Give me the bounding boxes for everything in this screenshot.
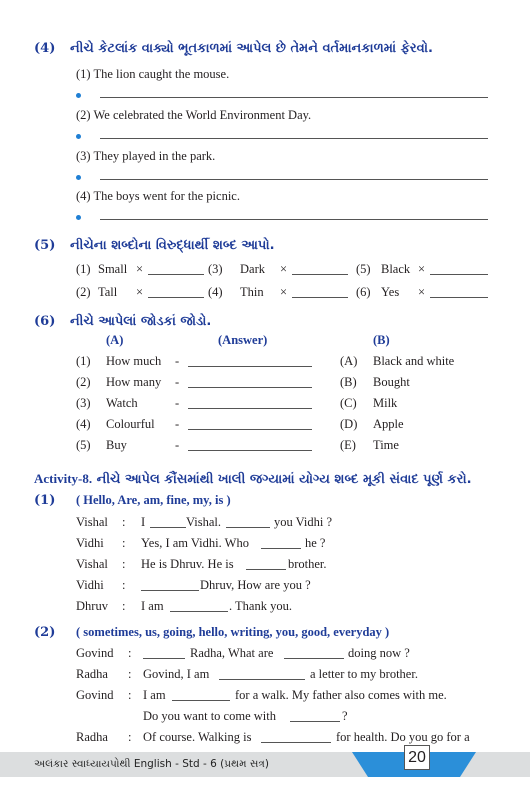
q5-title: નીચેના શબ્દોના વિરુદ્ધાર્થી શબ્દ આપો. [70,238,275,253]
row-dash: - [175,396,180,410]
line-text: doing now ? [348,646,410,660]
line-text: he ? [305,536,326,550]
line-text: Govind, I am [143,667,210,681]
answer-line[interactable] [430,297,488,298]
row-num: (4) [76,417,91,431]
answer-line[interactable] [292,297,348,298]
speaker: Vishal [76,557,108,571]
speaker: Vishal [76,515,108,529]
row-a: Colourful [106,417,155,431]
blank-line[interactable] [284,658,344,659]
row-b: Time [373,438,399,452]
colon: : [122,578,126,592]
line-text: you Vidhi ? [274,515,333,529]
line-text: Radha, What are [190,646,274,660]
blank-line[interactable] [261,742,331,743]
q5-num: (3) [208,262,223,276]
row-num: (3) [76,396,91,410]
q4-item-2: (2) We celebrated the World Environment Day. [76,108,312,122]
q5-num: (6) [356,285,371,299]
answer-line[interactable] [100,219,488,220]
colon: : [128,667,132,681]
blank-line[interactable] [226,527,270,528]
cross-icon: × [418,285,426,299]
q5-num: (5) [356,262,371,276]
colon: : [128,688,132,702]
answer-line[interactable] [188,408,312,409]
colon: : [122,515,126,529]
bullet-icon [76,93,81,98]
line-text: for a walk. My father also comes with me. [235,688,447,702]
q4-item-3: (3) They played in the park. [76,149,216,163]
row-num: (1) [76,354,91,368]
col-b-header: (B) [373,333,390,347]
activity-heading [34,468,472,487]
row-b-num: (C) [340,396,357,410]
row-a: How many [106,375,162,389]
blank-line[interactable] [246,569,286,570]
row-b: Milk [373,396,398,410]
blank-line[interactable] [170,611,228,612]
bullet-icon [76,134,81,139]
q6-number: (6) [34,314,56,329]
col-answer-header: (Answer) [218,333,268,347]
row-b-num: (B) [340,375,357,389]
cross-icon: × [136,285,144,299]
blank-line[interactable] [261,548,301,549]
q5-num: (4) [208,285,223,299]
row-a: Buy [106,438,127,452]
row-b: Apple [373,417,404,431]
blank-line[interactable] [141,590,199,591]
line-text: brother. [288,557,327,571]
blank-line[interactable] [290,721,340,722]
q5-word: Tall [98,285,118,299]
speaker: Vidhi [76,578,104,592]
cross-icon: × [418,262,426,276]
line-text: Yes, I am Vidhi. Who [141,536,249,550]
q5-number: (5) [34,238,56,253]
row-a: Watch [106,396,138,410]
colon: : [128,646,132,660]
cross-icon: × [280,262,288,276]
q4-item-1: (1) The lion caught the mouse. [76,67,230,81]
answer-line[interactable] [188,366,312,367]
row-b-num: (E) [340,438,356,452]
q5-word: Dark [240,262,265,276]
row-dash: - [175,354,180,368]
answer-line[interactable] [292,274,348,275]
answer-line[interactable] [100,179,488,180]
d2-word-list: ( sometimes, us, going, hello, writing, you, good, everyday ) [76,625,390,639]
line-text: Dhruv, How are you ? [200,578,311,592]
cross-icon: × [136,262,144,276]
activity-title: નીચે આપેલ કૌંસમાંથી ખાલી જગ્યામાં યોગ્ય શબ્દ મૂકી સંવાદ પૂર્ણ કરો. [92,472,472,487]
speaker: Govind [76,646,114,660]
line-text: . Thank you. [229,599,292,613]
row-b: Bought [373,375,410,389]
answer-line[interactable] [100,97,488,98]
answer-line[interactable] [188,429,312,430]
speaker: Vidhi [76,536,104,550]
row-dash: - [175,438,180,452]
line-text: for health. Do you go for a [336,730,470,744]
blank-line[interactable] [172,700,230,701]
answer-line[interactable] [148,297,204,298]
d2-number: (2) [34,625,56,640]
speaker: Radha [76,667,108,681]
line-text: a letter to my brother. [310,667,418,681]
line-text: Of course. Walking is [143,730,252,744]
q5-word: Small [98,262,128,276]
q6-title: નીચે આપેલાં જોડકાં જોડો. [70,314,212,329]
d1-word-list: ( Hello, Are, am, fine, my, is ) [76,493,231,507]
cross-icon: × [280,285,288,299]
speaker: Radha [76,730,108,744]
line-text: I am [141,599,164,613]
d1-number: (1) [34,493,56,508]
col-a-header: (A) [106,333,124,347]
row-num: (5) [76,438,91,452]
colon: : [122,599,126,613]
row-dash: - [175,375,180,389]
answer-line[interactable] [430,274,488,275]
footer-book-title: અલંકાર સ્વાધ્યાયપોથી English - Std - 6 (પ્રથમ સત્ર) [34,758,269,770]
colon: : [122,536,126,550]
row-a: How much [106,354,162,368]
row-b-num: (D) [340,417,358,431]
speaker: Govind [76,688,114,702]
blank-line[interactable] [143,658,185,659]
q4-number: (4) [34,41,56,56]
row-b-num: (A) [340,354,358,368]
page-number: 20 [404,745,430,770]
colon: : [128,730,132,744]
row-dash: - [175,417,180,431]
q4-title: નીચે કેટલાંક વાક્યો ભૂતકાળમાં આપેલ છે તેમને વર્તમાનકાળમાં ફેરવો. [70,41,433,56]
line-text: I am [143,688,166,702]
answer-line[interactable] [148,274,204,275]
q5-num: (1) [76,262,91,276]
q5-word: Yes [381,285,400,299]
activity-prefix: Activity-8. [34,471,93,486]
q5-num: (2) [76,285,91,299]
blank-line[interactable] [219,679,305,680]
answer-line[interactable] [188,450,312,451]
blank-line[interactable] [150,527,186,528]
q5-word: Black [381,262,411,276]
colon: : [122,557,126,571]
bullet-icon [76,215,81,220]
bullet-icon [76,175,81,180]
q5-word: Thin [240,285,264,299]
speaker: Dhruv [76,599,108,613]
answer-line[interactable] [188,387,312,388]
row-b: Black and white [373,354,455,368]
line-text: Do you want to come with [143,709,276,723]
line-text: Vishal. [186,515,222,529]
line-text: He is Dhruv. He is [141,557,234,571]
row-num: (2) [76,375,91,389]
line-text: ? [342,709,348,723]
answer-line[interactable] [100,138,488,139]
line-text: I [141,515,146,529]
q4-item-4: (4) The boys went for the picnic. [76,189,240,203]
